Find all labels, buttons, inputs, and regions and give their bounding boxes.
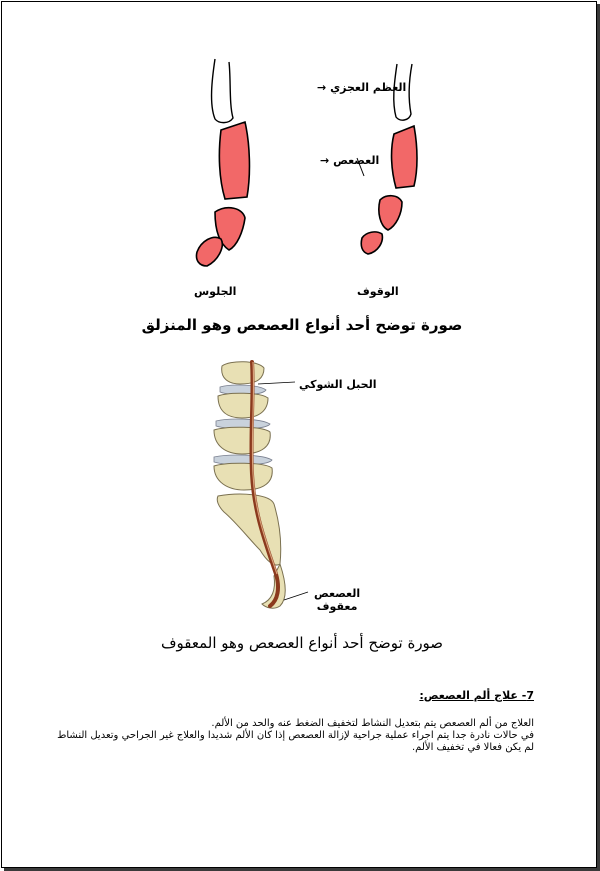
sitting-label: الجلوس	[194, 285, 237, 298]
coccyx-segment-lower-standing	[361, 232, 382, 254]
hooked-coccyx-label-line2: معقوف	[316, 600, 358, 613]
figure1-caption: صورة توضح أحد أنواع العصعص وهو المنزلق	[141, 316, 463, 334]
spinal-cord-pointer	[258, 382, 295, 384]
figure2-caption: صورة توضح أحد أنواع العصعص وهو المعقوف	[160, 634, 444, 652]
arrow-right-icon: →	[317, 81, 327, 94]
spinal-cord-label: الحبل الشوكي	[299, 378, 377, 391]
coccyx-label	[320, 154, 379, 167]
standing-label: الوقوف	[357, 285, 399, 298]
vertebra-4	[214, 463, 272, 490]
sitting-coccyx-illustration	[187, 54, 257, 279]
sacrum-label-text: العظم العجزي	[330, 81, 407, 94]
section-body	[54, 718, 534, 754]
coccyx-segment-upper-sitting	[219, 122, 249, 199]
coccyx-segment-lower-sitting	[196, 237, 222, 266]
arrow-right-icon: →	[320, 154, 330, 167]
paragraph: العلاج من ألم العصعص يتم بتعديل النشاط لتخفيف الضغط عنه والحد من الألم.	[211, 718, 534, 729]
sacrum-label	[317, 81, 406, 94]
vertebra-3	[214, 427, 270, 454]
document-page	[1, 1, 597, 868]
section-title: 7- علاج ألم العصعص:	[419, 689, 534, 702]
paragraph: في حالات نادرة جدا يتم اجراء عملية جراحية لإزالة العصعص إذا كان الألم شديدا والعلاج غير الجراحي وتعديل النشاط لم يكن فعالا في تخفيف الألم.	[57, 730, 534, 753]
spine-illustration	[200, 354, 310, 616]
coccyx-pointer	[284, 592, 308, 600]
coccyx-segment-middle-standing	[379, 196, 402, 230]
hooked-coccyx-label	[314, 587, 360, 613]
coccyx-label-text: العصعص	[333, 154, 380, 167]
hooked-coccyx-label-line1: العصعص	[314, 587, 361, 600]
vertebra-2	[218, 393, 268, 418]
vertebra-1	[222, 362, 264, 384]
coccyx-segment-upper-standing	[392, 126, 417, 188]
sacrum-outline-sitting	[212, 59, 233, 123]
